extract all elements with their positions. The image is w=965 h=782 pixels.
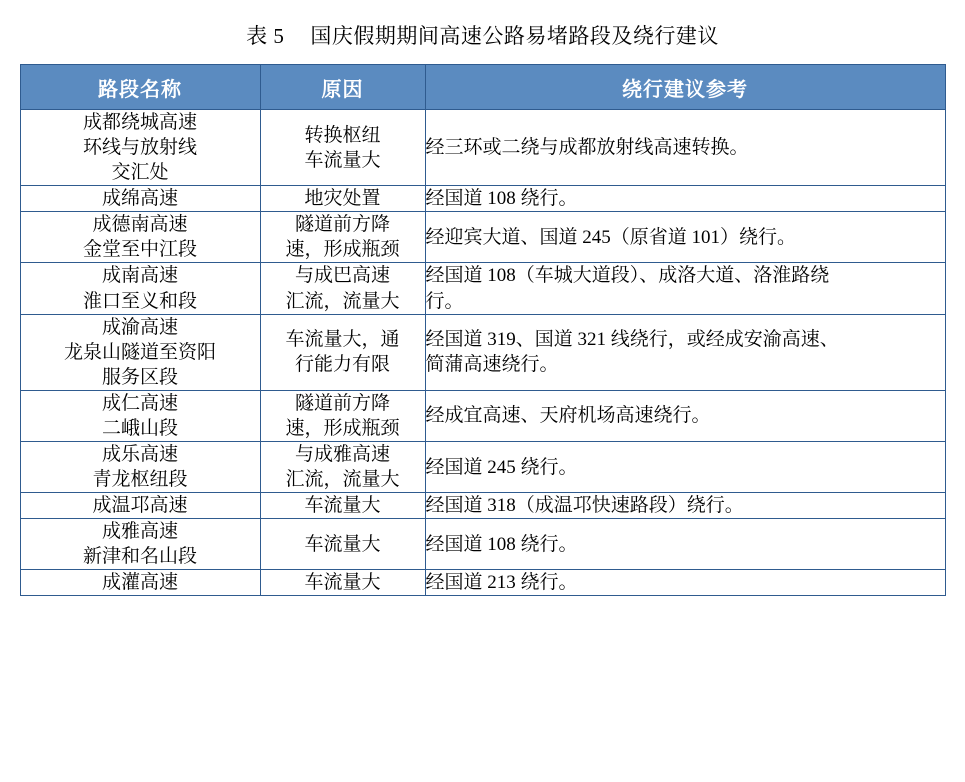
cell-reason: 地灾处置 <box>260 186 425 212</box>
cell-road-name: 成乐高速 青龙枢纽段 <box>20 442 260 493</box>
cell-advice: 经三环或二绕与成都放射线高速转换。 <box>425 110 945 186</box>
table-caption-title: 国庆假期期间高速公路易堵路段及绕行建议 <box>310 24 719 48</box>
cell-advice: 经迎宾大道、国道 245（原省道 101）绕行。 <box>425 212 945 263</box>
table-row <box>20 442 945 493</box>
cell-advice: 经国道 108（车城大道段）、成洛大道、洛淮路绕 行。 <box>425 263 945 314</box>
table-caption-label: 表 5 <box>246 24 285 48</box>
cell-advice: 经国道 108 绕行。 <box>425 186 945 212</box>
cell-reason: 车流量大 <box>260 570 425 596</box>
cell-reason: 隧道前方降 速，形成瓶颈 <box>260 390 425 441</box>
cell-reason: 转换枢纽 车流量大 <box>260 110 425 186</box>
table-row <box>20 390 945 441</box>
cell-advice: 经国道 108 绕行。 <box>425 519 945 570</box>
table-row <box>20 314 945 390</box>
cell-road-name: 成灌高速 <box>20 570 260 596</box>
cell-road-name: 成渝高速 龙泉山隧道至资阳 服务区段 <box>20 314 260 390</box>
table-row <box>20 212 945 263</box>
congestion-table <box>20 64 946 596</box>
table-row <box>20 263 945 314</box>
cell-reason: 与成雅高速 汇流，流量大 <box>260 442 425 493</box>
cell-reason: 与成巴高速 汇流，流量大 <box>260 263 425 314</box>
cell-advice: 经国道 213 绕行。 <box>425 570 945 596</box>
cell-advice: 经国道 245 绕行。 <box>425 442 945 493</box>
cell-road-name: 成雅高速 新津和名山段 <box>20 519 260 570</box>
table-row <box>20 570 945 596</box>
table-row <box>20 186 945 212</box>
table-caption <box>0 0 965 64</box>
cell-reason: 车流量大 <box>260 493 425 519</box>
table-row <box>20 519 945 570</box>
column-header-road-name: 路段名称 <box>20 65 260 110</box>
cell-advice: 经国道 318（成温邛快速路段）绕行。 <box>425 493 945 519</box>
cell-road-name: 成德南高速 金堂至中江段 <box>20 212 260 263</box>
column-header-reason: 原因 <box>260 65 425 110</box>
cell-reason: 车流量大 <box>260 519 425 570</box>
table-body <box>20 110 945 596</box>
cell-road-name: 成都绕城高速 环线与放射线 交汇处 <box>20 110 260 186</box>
table-header-row <box>20 65 945 110</box>
column-header-advice: 绕行建议参考 <box>425 65 945 110</box>
cell-road-name: 成绵高速 <box>20 186 260 212</box>
table-header <box>20 65 945 110</box>
cell-road-name: 成仁高速 二峨山段 <box>20 390 260 441</box>
table-row <box>20 110 945 186</box>
cell-advice: 经国道 319、国道 321 线绕行，或经成安渝高速、 简蒲高速绕行。 <box>425 314 945 390</box>
cell-road-name: 成南高速 淮口至义和段 <box>20 263 260 314</box>
cell-road-name: 成温邛高速 <box>20 493 260 519</box>
cell-reason: 车流量大，通 行能力有限 <box>260 314 425 390</box>
table-row <box>20 493 945 519</box>
cell-reason: 隧道前方降 速，形成瓶颈 <box>260 212 425 263</box>
cell-advice: 经成宜高速、天府机场高速绕行。 <box>425 390 945 441</box>
